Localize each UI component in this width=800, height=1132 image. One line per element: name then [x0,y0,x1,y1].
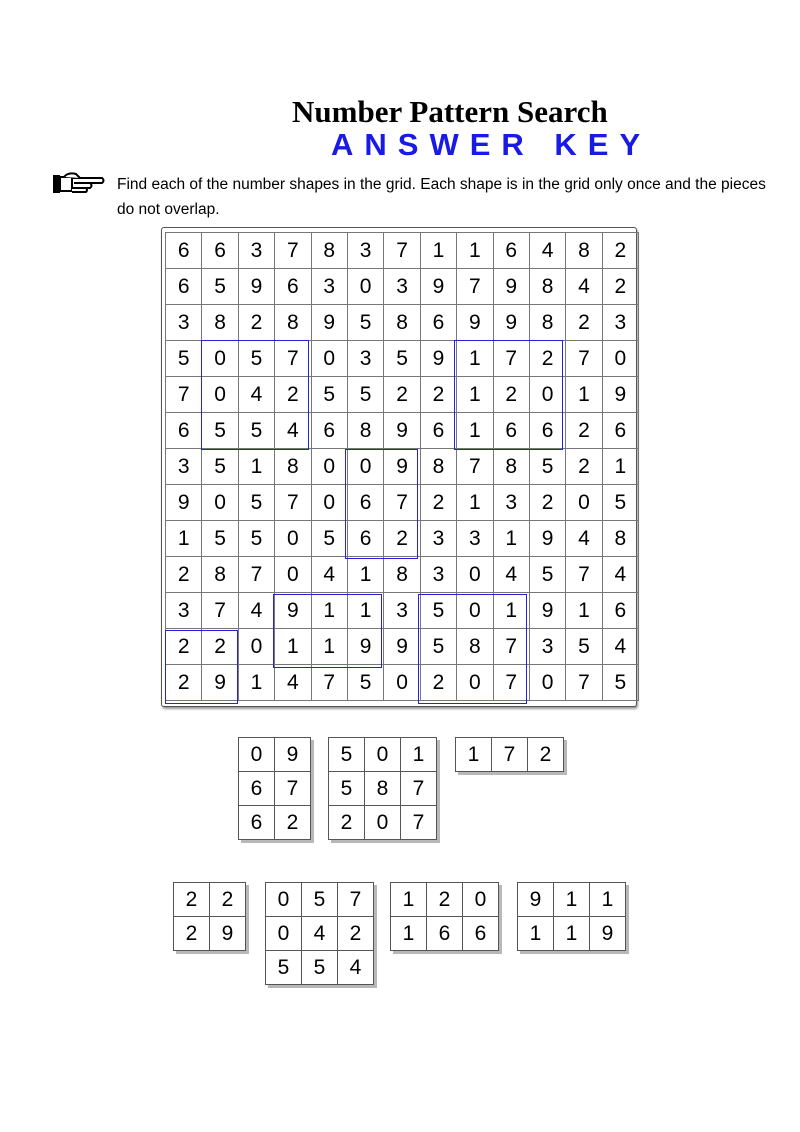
grid-cell: 2 [602,269,638,305]
grid-cell: 8 [602,521,638,557]
shape-cell: 0 [365,806,401,840]
grid-cell: 3 [384,269,420,305]
grid-cell: 2 [238,305,274,341]
grid-cell: 6 [347,485,383,521]
grid-cell: 7 [202,593,238,629]
grid-cell: 8 [275,305,311,341]
grid-cell: 1 [311,593,347,629]
grid-cell: 5 [202,269,238,305]
shape-cell: 7 [492,738,528,772]
grid-cell: 0 [202,341,238,377]
grid-cell: 9 [493,305,529,341]
number-shape-120-166 [390,882,499,951]
shape-cell: 2 [174,917,210,951]
shape-cell: 9 [590,917,626,951]
grid-cell: 5 [602,665,638,701]
grid-cell: 1 [566,593,602,629]
grid-cell: 1 [347,557,383,593]
grid-cell: 2 [384,377,420,413]
shape-cell: 1 [456,738,492,772]
grid-cell: 9 [384,629,420,665]
grid-cell: 5 [238,341,274,377]
grid-cell: 2 [166,665,202,701]
grid-cell: 5 [311,521,347,557]
grid-cell: 7 [457,449,493,485]
grid-cell: 2 [566,305,602,341]
grid-cell: 6 [420,413,456,449]
grid-cell: 7 [384,233,420,269]
grid-cell: 5 [202,413,238,449]
grid-cell: 3 [384,593,420,629]
grid-cell: 8 [275,449,311,485]
grid-cell: 6 [311,413,347,449]
grid-cell: 0 [311,341,347,377]
grid-row [166,341,639,377]
grid-cell: 6 [602,413,638,449]
grid-cell: 0 [457,665,493,701]
answer-key-subtitle: ANSWER KEY [331,127,652,162]
shape-cell: 0 [266,883,302,917]
shape-cell: 0 [365,738,401,772]
grid-cell: 5 [238,485,274,521]
grid-cell: 5 [602,485,638,521]
grid-cell: 3 [457,521,493,557]
shape-cell: 2 [174,883,210,917]
grid-cell: 3 [238,233,274,269]
grid-row [166,629,639,665]
grid-cell: 7 [566,665,602,701]
shape-cell: 0 [239,738,275,772]
grid-cell: 1 [238,449,274,485]
grid-cell: 4 [529,233,565,269]
grid-cell: 9 [457,305,493,341]
pointing-hand-icon [52,170,106,198]
shape-row [329,806,437,840]
grid-cell: 9 [202,665,238,701]
shape-cell: 2 [275,806,311,840]
grid-cell: 6 [166,413,202,449]
grid-cell: 5 [529,449,565,485]
shape-cell: 1 [518,917,554,951]
grid-cell: 1 [311,629,347,665]
grid-cell: 0 [457,593,493,629]
grid-cell: 3 [166,305,202,341]
number-shape-172 [455,737,564,772]
grid-cell: 5 [347,305,383,341]
grid-cell: 8 [384,305,420,341]
shape-cell: 0 [463,883,499,917]
shape-cell: 7 [401,772,437,806]
grid-cell: 8 [529,269,565,305]
shape-row [266,883,374,917]
grid-cell: 0 [347,269,383,305]
grid-cell: 6 [493,233,529,269]
grid-cell: 5 [202,449,238,485]
grid-cell: 7 [566,557,602,593]
grid-cell: 2 [275,377,311,413]
grid-cell: 2 [566,413,602,449]
grid-cell: 4 [602,629,638,665]
grid-cell: 7 [311,665,347,701]
grid-cell: 4 [275,413,311,449]
shape-cell: 4 [338,951,374,985]
grid-cell: 0 [347,449,383,485]
grid-cell: 9 [166,485,202,521]
grid-cell: 8 [311,233,347,269]
grid-cell: 9 [275,593,311,629]
shape-cell: 8 [365,772,401,806]
grid-cell: 1 [420,233,456,269]
grid-cell: 0 [275,557,311,593]
grid-cell: 2 [166,629,202,665]
grid-row [166,413,639,449]
grid-cell: 6 [202,233,238,269]
grid-cell: 8 [529,305,565,341]
shape-cell: 6 [239,772,275,806]
shape-cell: 5 [302,951,338,985]
grid-cell: 3 [420,557,456,593]
grid-cell: 1 [457,233,493,269]
grid-cell: 7 [275,485,311,521]
number-shape-09-67-62 [238,737,311,840]
grid-cell: 2 [202,629,238,665]
shape-cell: 4 [302,917,338,951]
shape-cell: 7 [338,883,374,917]
grid-cell: 0 [566,485,602,521]
grid-cell: 2 [493,377,529,413]
shape-cell: 5 [302,883,338,917]
grid-cell: 4 [238,593,274,629]
grid-cell: 5 [384,341,420,377]
shape-row [266,917,374,951]
shape-cell: 6 [463,917,499,951]
grid-cell: 3 [347,233,383,269]
grid-row [166,665,639,701]
grid-cell: 3 [602,305,638,341]
grid-cell: 9 [384,449,420,485]
grid-cell: 4 [602,557,638,593]
instructions-text: Find each of the number shapes in the grid. Each shape is in the grid only once and the pieces do not overlap. [117,176,766,218]
number-shape-501-587-207 [328,737,437,840]
grid-cell: 0 [529,377,565,413]
grid-cell: 4 [275,665,311,701]
grid-cell: 8 [566,233,602,269]
grid-cell: 6 [529,413,565,449]
grid-row [166,449,639,485]
shape-cell: 1 [554,883,590,917]
grid-cell: 3 [420,521,456,557]
shape-cell: 1 [401,738,437,772]
number-shape-057-042-554 [265,882,374,985]
grid-cell: 9 [493,269,529,305]
shape-row [174,883,246,917]
shape-cell: 6 [427,917,463,951]
grid-cell: 2 [602,233,638,269]
grid-cell: 2 [384,521,420,557]
grid-cell: 0 [275,521,311,557]
grid-cell: 5 [566,629,602,665]
grid-cell: 8 [202,557,238,593]
shape-cell: 5 [329,738,365,772]
grid-cell: 0 [384,665,420,701]
grid-cell: 0 [311,485,347,521]
shape-row [518,917,626,951]
shape-cell: 2 [528,738,564,772]
shape-row [518,883,626,917]
grid-cell: 0 [529,665,565,701]
shape-cell: 0 [266,917,302,951]
shape-cell: 1 [391,917,427,951]
grid-cell: 1 [457,413,493,449]
grid-cell: 6 [166,233,202,269]
shape-cell: 1 [554,917,590,951]
grid-cell: 0 [238,629,274,665]
grid-cell: 3 [347,341,383,377]
grid-cell: 5 [347,665,383,701]
grid-cell: 1 [493,521,529,557]
grid-cell: 7 [166,377,202,413]
grid-cell: 3 [166,449,202,485]
grid-cell: 3 [493,485,529,521]
grid-row [166,305,639,341]
grid-row [166,233,639,269]
grid-cell: 9 [311,305,347,341]
shape-cell: 5 [266,951,302,985]
shape-row [329,738,437,772]
grid-cell: 0 [202,377,238,413]
grid-cell: 8 [420,449,456,485]
grid-cell: 0 [202,485,238,521]
shape-row [391,917,499,951]
grid-cell: 5 [311,377,347,413]
grid-cell: 1 [238,665,274,701]
grid-cell: 2 [566,449,602,485]
grid-cell: 2 [529,341,565,377]
grid-cell: 1 [602,449,638,485]
grid-cell: 0 [602,341,638,377]
shape-cell: 9 [275,738,311,772]
grid-cell: 7 [457,269,493,305]
grid-cell: 4 [566,521,602,557]
grid-cell: 0 [457,557,493,593]
grid-cell: 1 [457,485,493,521]
grid-cell: 5 [529,557,565,593]
grid-cell: 9 [384,413,420,449]
grid-cell: 7 [493,665,529,701]
shape-row [239,806,311,840]
grid-cell: 1 [347,593,383,629]
grid-cell: 6 [347,521,383,557]
shape-cell: 1 [590,883,626,917]
grid-cell: 2 [420,665,456,701]
grid-cell: 9 [420,341,456,377]
shape-row [456,738,564,772]
shape-row [239,738,311,772]
grid-cell: 9 [238,269,274,305]
shape-row [174,917,246,951]
shape-cell: 5 [329,772,365,806]
grid-cell: 1 [166,521,202,557]
grid-cell: 7 [566,341,602,377]
grid-row [166,485,639,521]
shape-cell: 6 [239,806,275,840]
grid-cell: 8 [202,305,238,341]
grid-cell: 2 [420,377,456,413]
grid-cell: 6 [166,269,202,305]
grid-cell: 3 [311,269,347,305]
shape-row [266,951,374,985]
grid-cell: 7 [238,557,274,593]
grid-cell: 8 [384,557,420,593]
grid-cell: 2 [166,557,202,593]
grid-cell: 1 [457,341,493,377]
grid-cell: 5 [420,629,456,665]
grid-cell: 3 [166,593,202,629]
grid-cell: 9 [529,521,565,557]
grid-cell: 9 [529,593,565,629]
grid-cell: 1 [457,377,493,413]
grid-cell: 8 [347,413,383,449]
grid-cell: 4 [238,377,274,413]
grid-row [166,269,639,305]
grid-cell: 7 [384,485,420,521]
shape-cell: 2 [338,917,374,951]
grid-cell: 7 [493,341,529,377]
grid-cell: 2 [420,485,456,521]
grid-cell: 1 [493,593,529,629]
grid-cell: 3 [529,629,565,665]
grid-cell: 6 [493,413,529,449]
grid-cell: 5 [238,521,274,557]
shape-cell: 7 [275,772,311,806]
grid-cell: 4 [566,269,602,305]
shape-cell: 7 [401,806,437,840]
grid-cell: 1 [275,629,311,665]
grid-cell: 8 [493,449,529,485]
grid-cell: 4 [311,557,347,593]
grid-cell: 7 [493,629,529,665]
shape-row [391,883,499,917]
shape-cell: 2 [427,883,463,917]
grid-cell: 9 [420,269,456,305]
grid-cell: 6 [420,305,456,341]
grid-cell: 6 [275,269,311,305]
grid-cell: 5 [202,521,238,557]
grid-cell: 9 [602,377,638,413]
grid-cell: 8 [457,629,493,665]
shape-cell: 9 [210,917,246,951]
grid-row [166,557,639,593]
grid-cell: 5 [347,377,383,413]
grid-cell: 7 [275,341,311,377]
grid-cell: 0 [311,449,347,485]
shape-cell: 9 [518,883,554,917]
number-shape-911-119 [517,882,626,951]
page-title: Number Pattern Search [292,94,608,129]
shape-cell: 1 [391,883,427,917]
grid-row [166,593,639,629]
grid-cell: 5 [420,593,456,629]
grid-cell: 4 [493,557,529,593]
grid-cell: 5 [238,413,274,449]
grid-row [166,377,639,413]
shape-cell: 2 [329,806,365,840]
shape-row [329,772,437,806]
grid-cell: 6 [602,593,638,629]
grid-cell: 5 [166,341,202,377]
number-grid [165,232,639,701]
number-shape-22-29 [173,882,246,951]
grid-cell: 2 [529,485,565,521]
shape-row [239,772,311,806]
shape-cell: 2 [210,883,246,917]
grid-cell: 9 [347,629,383,665]
grid-cell: 1 [566,377,602,413]
grid-cell: 7 [275,233,311,269]
grid-row [166,521,639,557]
